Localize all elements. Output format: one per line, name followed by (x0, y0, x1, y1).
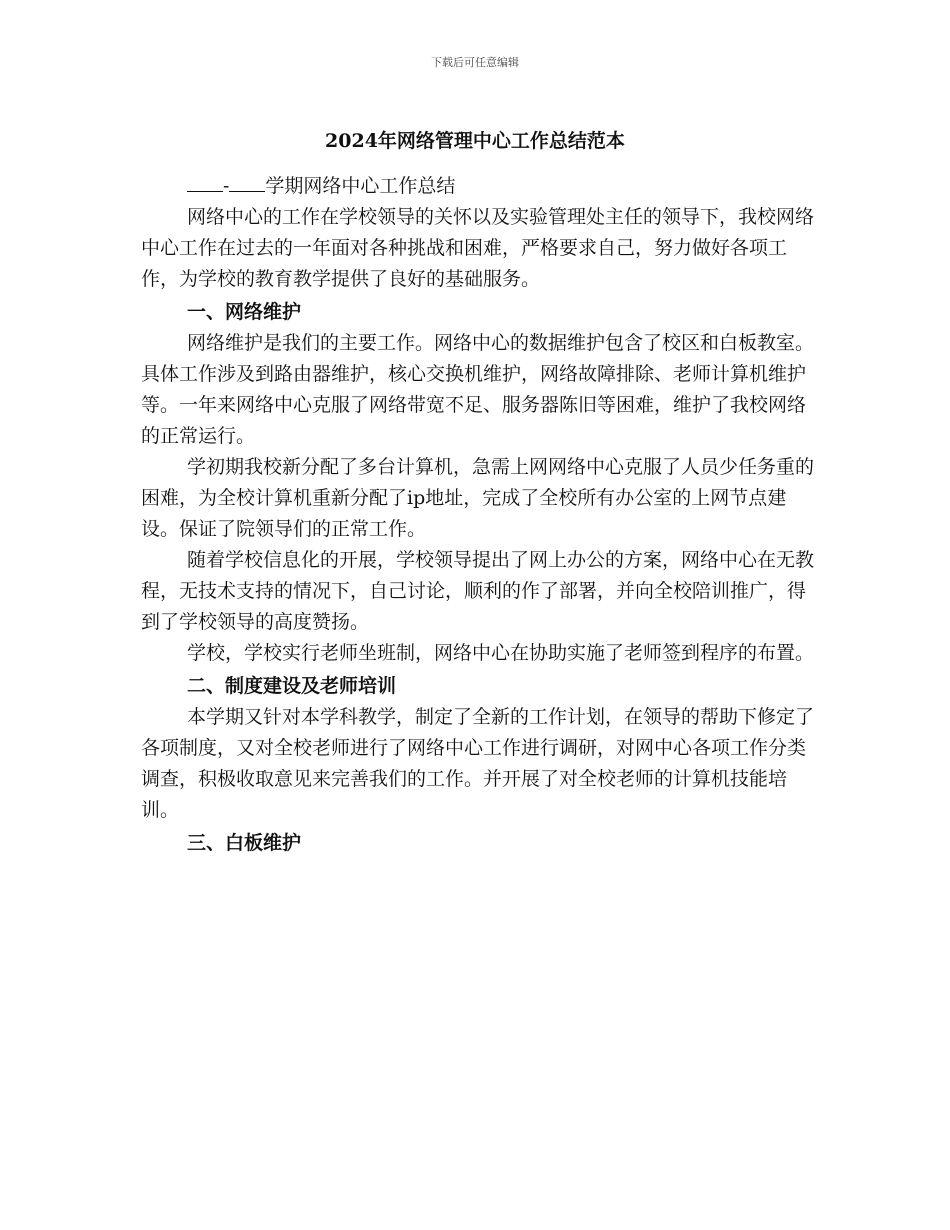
subtitle-line (141, 171, 817, 202)
blank-underline (187, 172, 223, 192)
paragraph-2: 学初期我校新分配了多台计算机，急需上网网络中心克服了人员少任务重的困难，为全校计算机重新分配了ip地址，完成了全校所有办公室的上网节点建设。保证了院领导们的正常工作。 (141, 456, 815, 540)
document-title: 2024年网络管理中心工作总结范本 (325, 130, 625, 152)
document-body (141, 171, 817, 859)
paragraph-4: 学校，学校实行老师坐班制，网络中心在协助实施了老师签到程序的布置。 (187, 642, 815, 664)
page-header-note: 下载后可任意编辑 (431, 56, 519, 69)
section-heading-3: 三、白板维护 (187, 832, 302, 854)
blank-underline (229, 172, 265, 192)
section-heading-1: 一、网络维护 (187, 301, 302, 323)
paragraph-5: 本学期又针对本学科教学，制定了全新的工作计划，在领导的帮助下修定了各项制度，又对全校老师进行了网络中心工作进行调研，对网中心各项工作分类调查，积极收取意见来完善我们的工作。并开展了对全校老师的计算机技能培训。 (141, 706, 815, 821)
subtitle-dash: - (223, 175, 230, 197)
section-heading-2: 二、制度建设及老师培训 (187, 675, 397, 697)
subtitle-text: 学期网络中心工作总结 (265, 175, 456, 197)
paragraph-intro: 网络中心的工作在学校领导的关怀以及实验管理处主任的领导下，我校网络中心工作在过去的一年面对各种挑战和困难，严格要求自己，努力做好各项工作，为学校的教育教学提供了良好的基础服务。 (141, 206, 815, 290)
paragraph-1: 网络维护是我们的主要工作。网络中心的数据维护包含了校区和白板教室。具体工作涉及到路由器维护，核心交换机维护，网络故障排除、老师计算机维护等。一年来网络中心克服了网络带宽不足、服务器陈旧等困难，维护了我校网络的正常运行。 (141, 332, 815, 447)
paragraph-3: 随着学校信息化的开展，学校领导提出了网上办公的方案，网络中心在无教程，无技术支持的情况下，自己讨论，顺利的作了部署，并向全校陪训推广，得到了学校领导的高度赞扬。 (141, 549, 815, 633)
